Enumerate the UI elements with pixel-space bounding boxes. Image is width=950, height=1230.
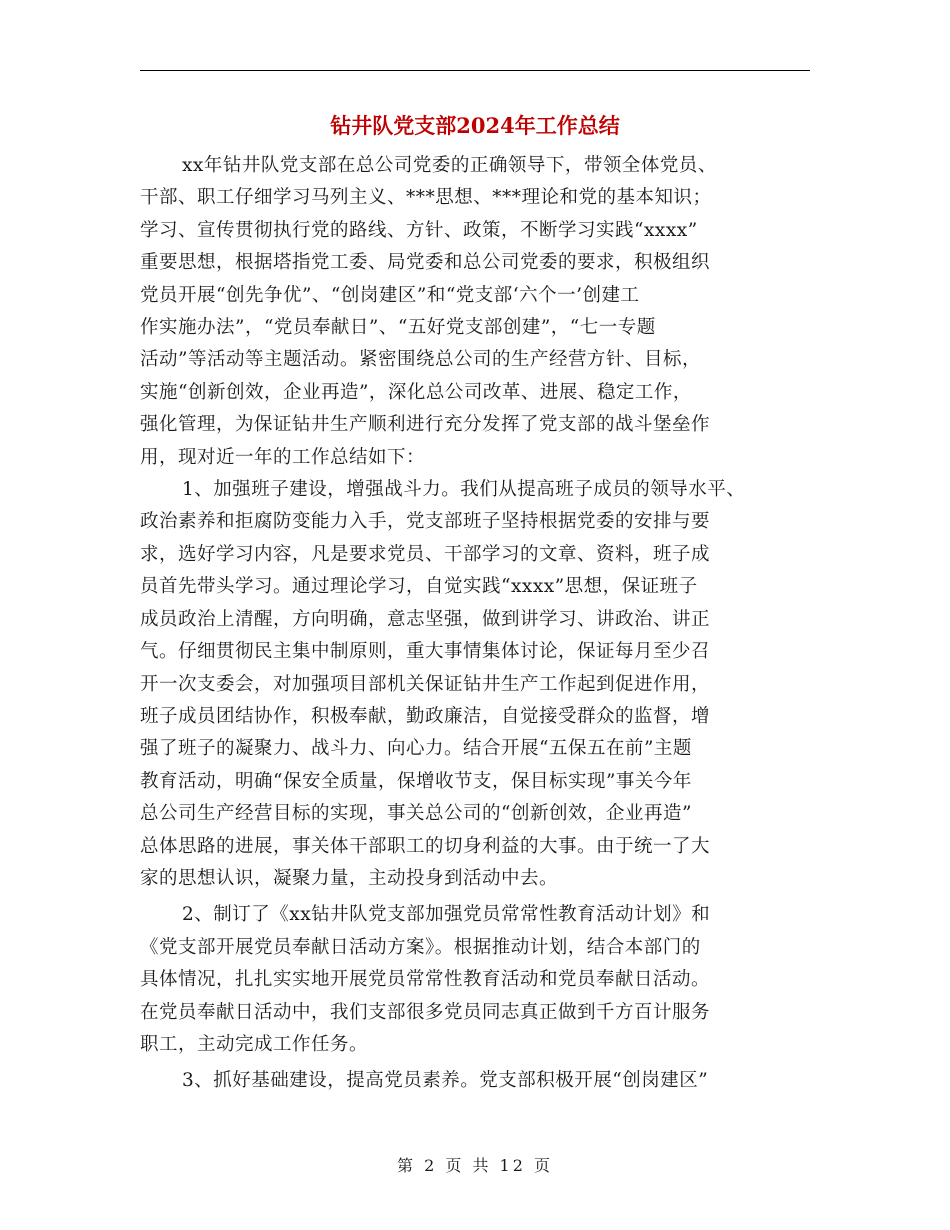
text-line: 实施“创新创效，企业再造”，深化总公司改革、进展、稳定工作， [140, 381, 692, 403]
text-line: 教育活动，明确“保安全质量，保增收节支，保目标实现”事关今年 [140, 770, 692, 792]
text-line: 强化管理，为保证钻井生产顺利进行充分发挥了党支部的战斗堡垒作 [140, 414, 711, 436]
text-line: 党员开展“创先争优”、“创岗建区”和“党支部‘六个一’创建工 [140, 284, 640, 306]
text-line: 重要思想，根据塔指党工委、局党委和总公司党委的要求，积极组织 [140, 252, 711, 274]
text-line: 职工，主动完成工作任务。 [140, 1033, 369, 1055]
text-line: 干部、职工仔细学习马列主义、***思想、***理论和党的基本知识； [140, 187, 712, 209]
text-line: 3、抓好基础建设，提高党员素养。党支部积极开展“创岗建区” [182, 1070, 709, 1092]
text-line: 强了班子的凝聚力、战斗力、向心力。结合开展“五保五在前”主题 [140, 738, 692, 760]
text-line: 员首先带头学习。通过理论学习，自觉实践“xxxx”思想，保证班子 [140, 576, 698, 598]
text-line: 求，选好学习内容，凡是要求党员、干部学习的文章、资料，班子成 [140, 543, 711, 565]
document-title: 钻井队党支部2024年工作总结 [330, 113, 620, 138]
text-line: 成员政治上清醒，方向明确，意志坚强，做到讲学习、讲政治、讲正 [140, 608, 711, 630]
text-line: 在党员奉献日活动中，我们支部很多党员同志真正做到千方百计服务 [140, 1001, 711, 1023]
text-line: 班子成员团结协作，积极奉献，勤政廉洁，自觉接受群众的监督，增 [140, 705, 711, 727]
paragraph-section-3 [140, 1065, 810, 1097]
text-line: 总体思路的进展，事关体干部职工的切身利益的大事。由于统一了大 [140, 835, 711, 857]
document-body [140, 150, 810, 1098]
paragraph-section-1 [140, 474, 810, 895]
text-line: 用，现对近一年的工作总结如下： [140, 446, 426, 468]
text-line: 1、加强班子建设，增强战斗力。我们从提高班子成员的领导水平、 [182, 479, 746, 501]
paragraph-section-2 [140, 899, 810, 1061]
page-number-footer: 第 2 页 共 12 页 [397, 1156, 553, 1175]
text-line: xx年钻井队党支部在总公司党委的正确领导下，带领全体党员、 [182, 155, 717, 176]
text-line: 政治素养和拒腐防变能力入手，党支部班子坚持根据党委的安排与要 [140, 511, 711, 533]
header-rule [140, 70, 810, 71]
text-line: 具体情况，扎扎实实地开展党员常常性教育活动和党员奉献日活动。 [140, 969, 711, 991]
text-line: 《党支部开展党员奉献日活动方案》。根据推动计划，结合本部门的 [140, 936, 701, 958]
text-line: 开一次支委会，对加强项目部机关保证钻井生产工作起到促进作用， [140, 673, 711, 695]
text-line: 学习、宣传贯彻执行党的路线、方针、政策，不断学习实践“xxxx” [140, 219, 698, 241]
text-line: 气。仔细贯彻民主集中制原则，重大事情集体讨论，保证每月至少召 [140, 641, 711, 663]
paragraph-intro [140, 150, 810, 474]
text-line: 活动”等活动等主题活动。紧密围绕总公司的生产经营方针、目标， [140, 349, 701, 371]
text-line: 2、制订了《xx钻井队党支部加强党员常常性教育活动计划》和 [182, 904, 711, 926]
text-line: 家的思想认识，凝聚力量，主动投身到活动中去。 [140, 867, 559, 889]
text-line: 作实施办法”，“党员奉献日”、“五好党支部创建”，“七一专题 [140, 317, 656, 339]
text-line: 总公司生产经营目标的实现，事关总公司的“创新创效，企业再造” [140, 803, 692, 825]
